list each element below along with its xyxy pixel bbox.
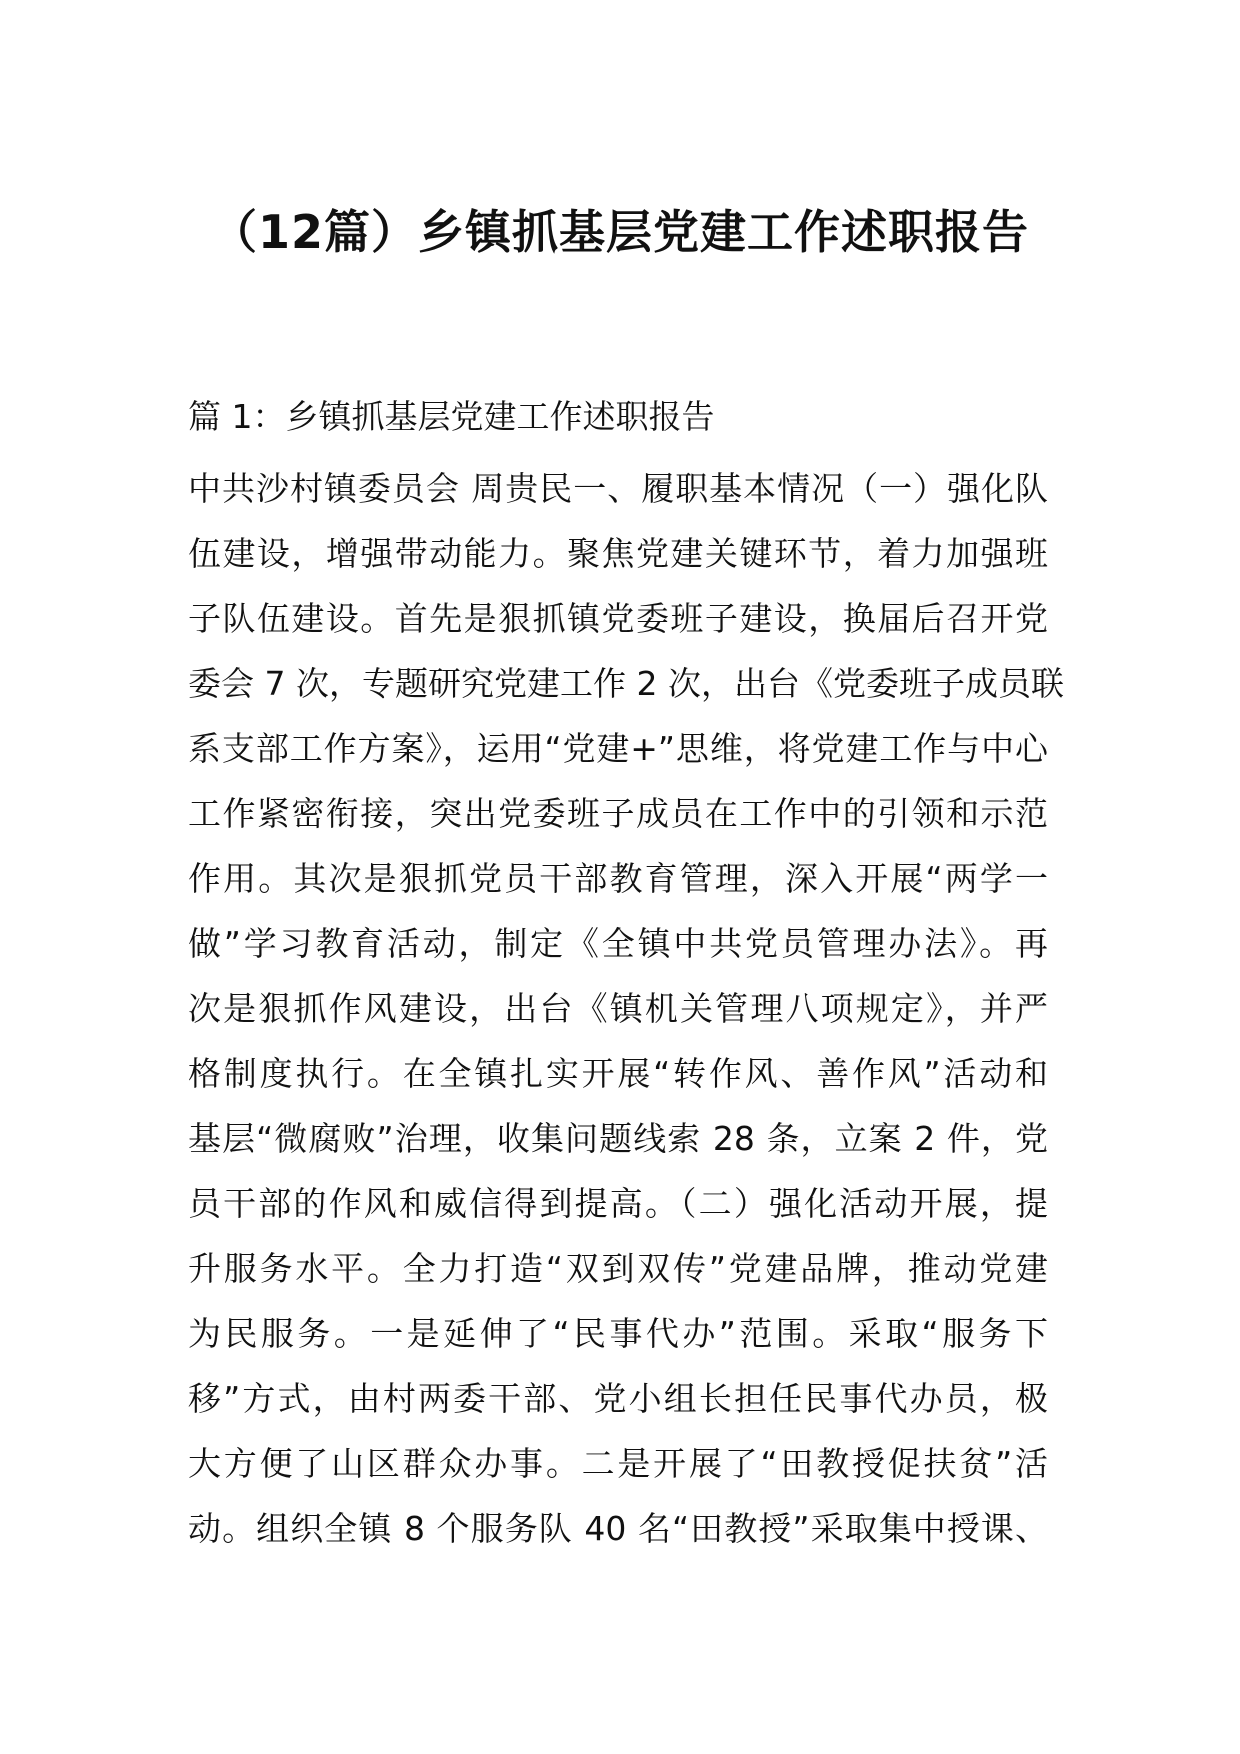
body-line: 次是狠抓作风建设，出台《镇机关管理八项规定》，并严 [188, 989, 1048, 1028]
body-line: 工作紧密衔接，突出党委班子成员在工作中的引领和示范 [188, 794, 1048, 833]
body-line: 作用。其次是狠抓党员干部教育管理，深入开展“两学一 [188, 859, 1048, 898]
body-line: 系支部工作方案》，运用“党建+”思维，将党建工作与中心 [188, 729, 1048, 768]
body-line: 伍建设，增强带动能力。聚焦党建关键环节，着力加强班 [188, 534, 1048, 573]
body-line: 中共沙村镇委员会 周贵民一、履职基本情况（一）强化队 [188, 469, 1048, 508]
body-line: 格制度执行。在全镇扎实开展“转作风、善作风”活动和 [188, 1054, 1048, 1093]
body-line: 大方便了山区群众办事。二是开展了“田教授促扶贫”活 [188, 1444, 1048, 1483]
document-title: （12篇）乡镇抓基层党建工作述职报告 [210, 205, 1029, 259]
section-heading: 篇 1：乡镇抓基层党建工作述职报告 [188, 397, 715, 436]
body-line: 员干部的作风和威信得到提高。（二）强化活动开展，提 [188, 1184, 1048, 1223]
body-line: 委会 7 次，专题研究党建工作 2 次，出台《党委班子成员联 [188, 664, 1064, 703]
body-line: 为民服务。一是延伸了“民事代办”范围。采取“服务下 [188, 1314, 1048, 1353]
body-line: 基层“微腐败”治理，收集问题线索 28 条，立案 2 件，党 [188, 1119, 1048, 1158]
body-line: 移”方式，由村两委干部、党小组长担任民事代办员，极 [188, 1379, 1048, 1418]
body-line: 子队伍建设。首先是狠抓镇党委班子建设，换届后召开党 [188, 599, 1048, 638]
body-line: 动。组织全镇 8 个服务队 40 名“田教授”采取集中授课、 [188, 1509, 1048, 1548]
body-line: 升服务水平。全力打造“双到双传”党建品牌，推动党建 [188, 1249, 1048, 1288]
body-line: 做”学习教育活动，制定《全镇中共党员管理办法》。再 [188, 924, 1048, 963]
body-paragraph [188, 456, 1064, 1561]
